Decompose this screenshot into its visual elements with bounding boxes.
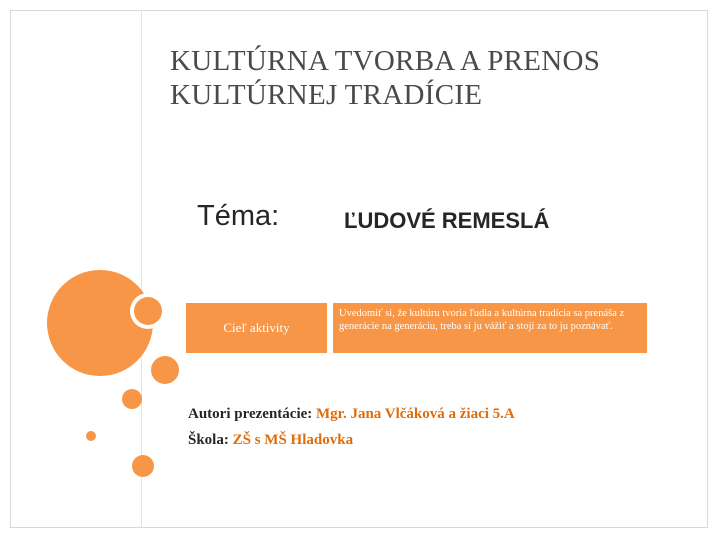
authors-value: Mgr. Jana Vlčáková a žiaci 5.A	[316, 406, 515, 422]
goal-label-cell	[185, 302, 328, 354]
vertical-divider	[141, 10, 142, 528]
title-line-2: KULTÚRNEJ TRADÍCIE	[170, 79, 483, 111]
tema-label: Téma:	[197, 200, 280, 232]
decor-circle-medium-2	[151, 356, 179, 384]
school-row	[188, 427, 515, 453]
authors-block	[188, 401, 515, 453]
decor-circle-medium	[134, 297, 162, 325]
decor-circle-tiny	[86, 431, 96, 441]
decor-circle-small-2	[132, 455, 154, 477]
authors-label: Autori prezentácie:	[188, 406, 313, 422]
goal-label: Cieľ aktivity	[223, 320, 290, 335]
school-value: ZŠ s MŠ Hladovka	[232, 432, 354, 448]
goal-content: Uvedomiť si, že kultúru tvoria ľudia a kultúrna tradícia sa prenáša z generácie na generáciu, treba si ju vážiť a stojí za to ju poznávať.	[339, 308, 625, 332]
authors-row	[188, 401, 515, 427]
school-label: Škola:	[188, 432, 229, 448]
tema-value: ĽUDOVÉ REMESLÁ	[344, 208, 550, 233]
decor-circle-small-1	[122, 389, 142, 409]
title-line-1: KULTÚRNA TVORBA A PRENOS	[170, 45, 601, 77]
goal-content-cell	[332, 302, 648, 354]
slide-title	[170, 44, 690, 112]
